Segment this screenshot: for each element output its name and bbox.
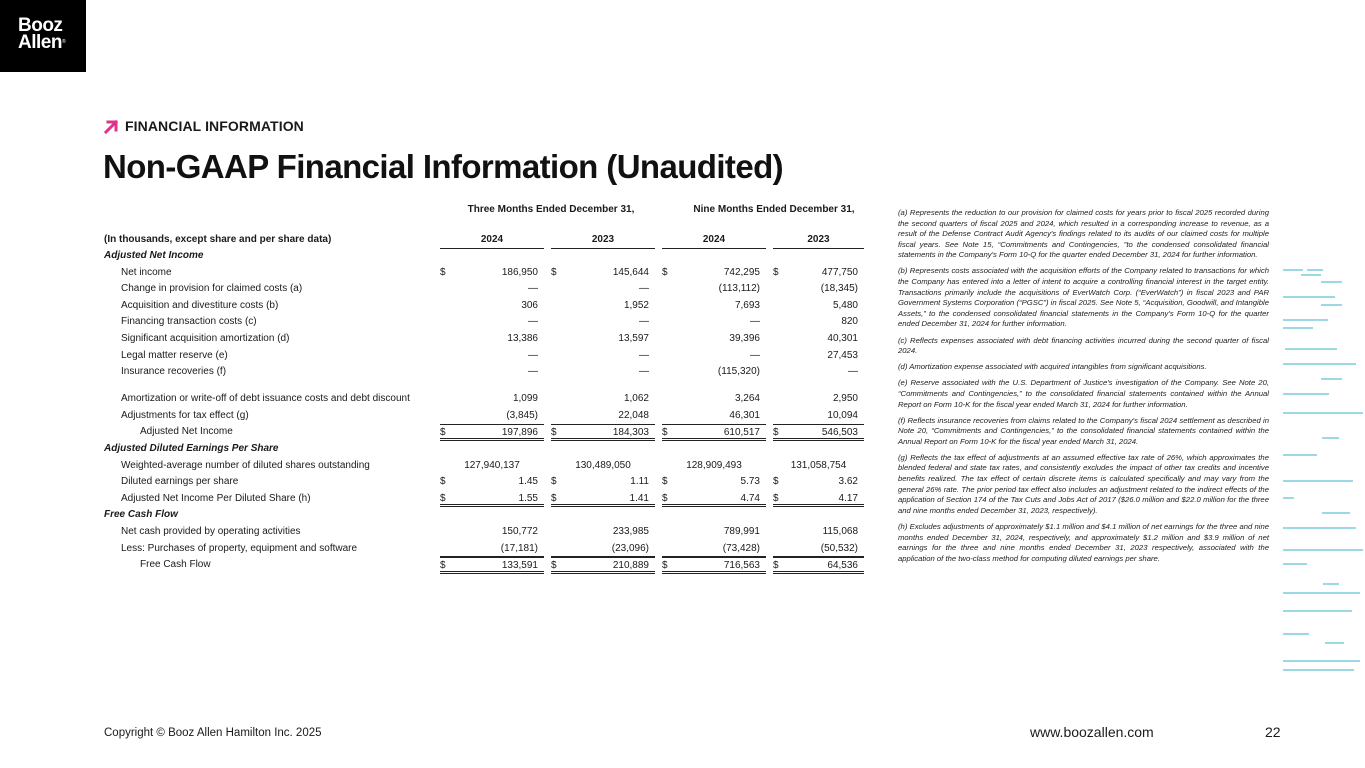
logo-line-2: Allen [18,32,62,53]
table-cell: (73,428) [662,541,766,558]
table-row [104,557,864,574]
row-label: Adjusted Net Income [140,426,233,438]
table-cell: 2,950 [832,392,858,404]
year-header: 2023 [773,234,864,249]
year-header: 2024 [662,234,766,249]
table-cell: $ 5.73 [662,476,760,488]
table-cell: 789,991 [723,525,760,537]
row-label: Acquisition and divestiture costs (b) [121,299,279,311]
logo-line-1: Booz [18,15,63,36]
table-cell: $ 1.41 [551,491,655,508]
table-cell: $ 742,295 [662,266,760,278]
table-cell: 1,062 [623,392,649,404]
table-cell: $ 1.11 [551,476,649,488]
row-label: Net income [121,266,172,278]
logo-registered-mark: ® [61,39,66,45]
copyright: Copyright © Booz Allen Hamilton Inc. 2025 [104,727,322,739]
table-cell: (50,532) [773,541,864,558]
table-row [104,348,864,365]
decorative-lines [1283,268,1365,688]
table-cell: — [750,349,760,361]
table-cell: $ 716,563 [662,557,766,574]
table-cell: $ 145,644 [551,266,649,278]
table-cell: 233,985 [612,525,649,537]
row-label: Insurance recoveries (f) [121,366,227,378]
footnotes [898,208,1269,570]
table-cell: 27,453 [827,349,858,361]
table-cell: — [528,366,538,378]
table-cell: 13,386 [507,332,538,344]
row-label: Free Cash Flow [140,559,211,571]
table-cell: 40,301 [827,332,858,344]
row-label: Net cash provided by operating activities [121,525,301,537]
row-label: Financing transaction costs (c) [121,316,257,328]
table-cell: $ 133,591 [440,557,544,574]
table-cell: — [528,349,538,361]
row-label: Adjusted Net Income [104,250,204,261]
table-cell: 46,301 [729,409,760,421]
table-row [104,381,864,408]
table-cell: 13,597 [618,332,649,344]
table-cell: 22,048 [618,409,649,421]
table-cell: 115,068 [822,525,858,537]
table-cell: (115,320) [717,366,760,378]
footnote: (c) Reflects expenses associated with debt financing activities incurred during the second quarter of fiscal 2024. [898,335,1269,356]
row-label: Adjustments for tax effect (g) [121,409,249,421]
row-label: Legal matter reserve (e) [121,349,228,361]
footnote: (b) Represents costs associated with the acquisition efforts of the Company related to transactions for which the Company has entered into a letter of intent to acquire a controlling financial interest in the target entity. Transactions primarily include the acquisitions of EverWatch Corp. (“EverWatch”) in fiscal 2023 and PAR Government Systems Corporation (“PGSC”) in fiscal 2025. See Note 5, “Acquisition, Goodwill, and Intangible Assets,” to the condensed consolidated financial statements in the Company's Form 10-Q for the quarter ended December 31, 2024 for further information. [898,266,1269,329]
table-row [104,298,864,315]
table-row [104,364,864,381]
table-row [104,541,864,558]
table-cell: 10,094 [827,409,858,421]
page-title: Non-GAAP Financial Information (Unaudited) [103,148,784,185]
row-label: Adjusted Net Income Per Diluted Share (h) [121,492,311,504]
table-cell: — [750,316,760,328]
row-label: Significant acquisition amortization (d) [121,332,290,344]
year-header: 2023 [551,234,655,249]
table-cell: (23,096) [551,541,655,558]
table-cell: $ 1.45 [440,476,538,488]
table-cell: $ 186,950 [440,266,538,278]
table-cell: (18,345) [820,283,858,295]
section-label-text: FINANCIAL INFORMATION [125,118,304,134]
three-months-header: Three Months Ended December 31, [467,204,635,215]
table-row [104,314,864,331]
row-label: Diluted earnings per share [121,476,239,488]
row-label: Amortization or write-off of debt issuance costs and debt discount [121,392,410,404]
table-row [104,408,864,425]
table-cell: (17,181) [440,541,544,558]
table-cell: 7,693 [734,299,760,311]
year-header: 2024 [440,234,544,249]
arrow-up-right-icon [104,119,119,134]
table-row [104,281,864,298]
website-link[interactable]: www.boozallen.com [1030,724,1154,740]
table-cell: $ 610,517 [662,424,766,441]
table-cell: — [639,283,649,295]
footnote: (d) Amortization expense associated with acquired intangibles from significant acquisitions. [898,362,1207,372]
table-cell: $ 3.62 [773,476,858,488]
row-label: Adjusted Diluted Earnings Per Share [104,442,279,454]
table-cell: 130,489,050 [575,459,631,471]
table-cell: (113,112) [718,283,760,295]
table-cell: (3,845) [506,409,538,421]
row-label: Change in provision for claimed costs (a) [121,283,303,295]
table-row [104,424,864,441]
year-header-row [104,231,864,248]
table-cell: $ 4.17 [773,491,864,508]
row-label: Weighted-average number of diluted shares outstanding [121,459,370,471]
row-label: Less: Purchases of property, equipment and software [121,542,358,554]
table-row [104,524,864,541]
table-row [104,507,864,524]
table-row [104,474,864,491]
footnote: (e) Reserve associated with the U.S. Department of Justice's investigation of the Company. See Note 20, “Commitments and Contingencies,” to the consolidated financial statements contained within the Annual Report on Form 10-K for the fiscal year ended March 31, 2024 for further information. [898,378,1269,409]
table-cell: $ 477,750 [773,266,858,278]
footnote: (f) Reflects insurance recoveries from claims related to the Company's fiscal 2024 settlement as described in Note 20, “Commitments and Contingencies,” to the consolidated financial statements contained within the Annual Report on Form 10-K for the fiscal year ended March 31, 2024. [898,415,1269,446]
booz-allen-logo [0,0,86,72]
table-cell: 5,480 [832,299,858,311]
table-cell: 306 [521,299,538,311]
table-cell: 150,772 [501,525,538,537]
table-row [104,248,864,265]
table-cell: — [639,366,649,378]
table-row [104,458,864,475]
footnote: (h) Excludes adjustments of approximately $1.1 million and $4.1 million of net earnings for the three and nine months ended December 31, 2024, respectively, and approximately $1.2 million and $3.9 million of net earnings for the three and nine months ended December 31, 2023 respectively, associated with the application of the two-class method for computing diluted earnings per share. [898,521,1269,563]
row-label: Free Cash Flow [104,509,178,521]
units-label: (In thousands, except share and per share data) [104,234,332,245]
table-cell: $ 4.74 [662,491,766,508]
table-cell: 1,099 [512,392,538,404]
table-cell: 131,058,754 [790,459,847,471]
table-cell: — [528,316,538,328]
table-cell: $ 197,896 [440,424,544,441]
table-cell: 820 [841,316,858,328]
nine-months-header: Nine Months Ended December 31, [693,204,855,215]
table-body [104,248,864,574]
footnote: (a) Represents the reduction to our provision for claimed costs for years prior to fiscal 2025 recorded during the second quarters of fiscal 2025 and 2024, which resulted in a corresponding increase to revenue, as a result of the Defense Contract Audit Agency's findings related to its audits of our claimed costs for multiple fiscal years. See Note 15, “Commitments and Contingencies, ”to the condensed consolidated financial statements in the Company's Form 10-Q for the quarter ended December 31, 2024 for further information. [898,208,1269,260]
table-cell: — [528,283,538,295]
table-cell: 128,909,493 [686,459,742,471]
table-row [104,265,864,282]
section-label [104,118,304,134]
table-cell: 3,264 [734,392,760,404]
table-cell: — [639,316,649,328]
table-cell: $ 184,303 [551,424,655,441]
table-cell: $ 1.55 [440,491,544,508]
table-cell: — [848,366,858,378]
table-cell: $ 210,889 [551,557,655,574]
table-cell: 39,396 [729,332,760,344]
footnote: (g) Reflects the tax effect of adjustments at an assumed effective tax rate of 26%, which approximates the blended federal and state tax rates, and consistently excludes the impact of other tax credits and incentive benefits realized. The tax effect of certain discrete items is calculated specifically and may vary from the general 26% rate. The prior period tax effect also includes an adjustment related to the indirect effects of the application of Section 174 of the Tax Cuts and Jobs Act of 2017 ($26.0 million and $22.0 million for the three and nine months ended December 31, 2023, respectively). [898,452,1269,515]
page-number: 22 [1265,724,1281,740]
table-cell: $ 546,503 [773,424,864,441]
table-cell: — [639,349,649,361]
table-row [104,491,864,508]
table-cell: $ 64,536 [773,557,864,574]
table-row [104,441,864,458]
table-row [104,331,864,348]
table-cell: 1,952 [623,299,649,311]
table-cell: 127,940,137 [464,459,520,471]
